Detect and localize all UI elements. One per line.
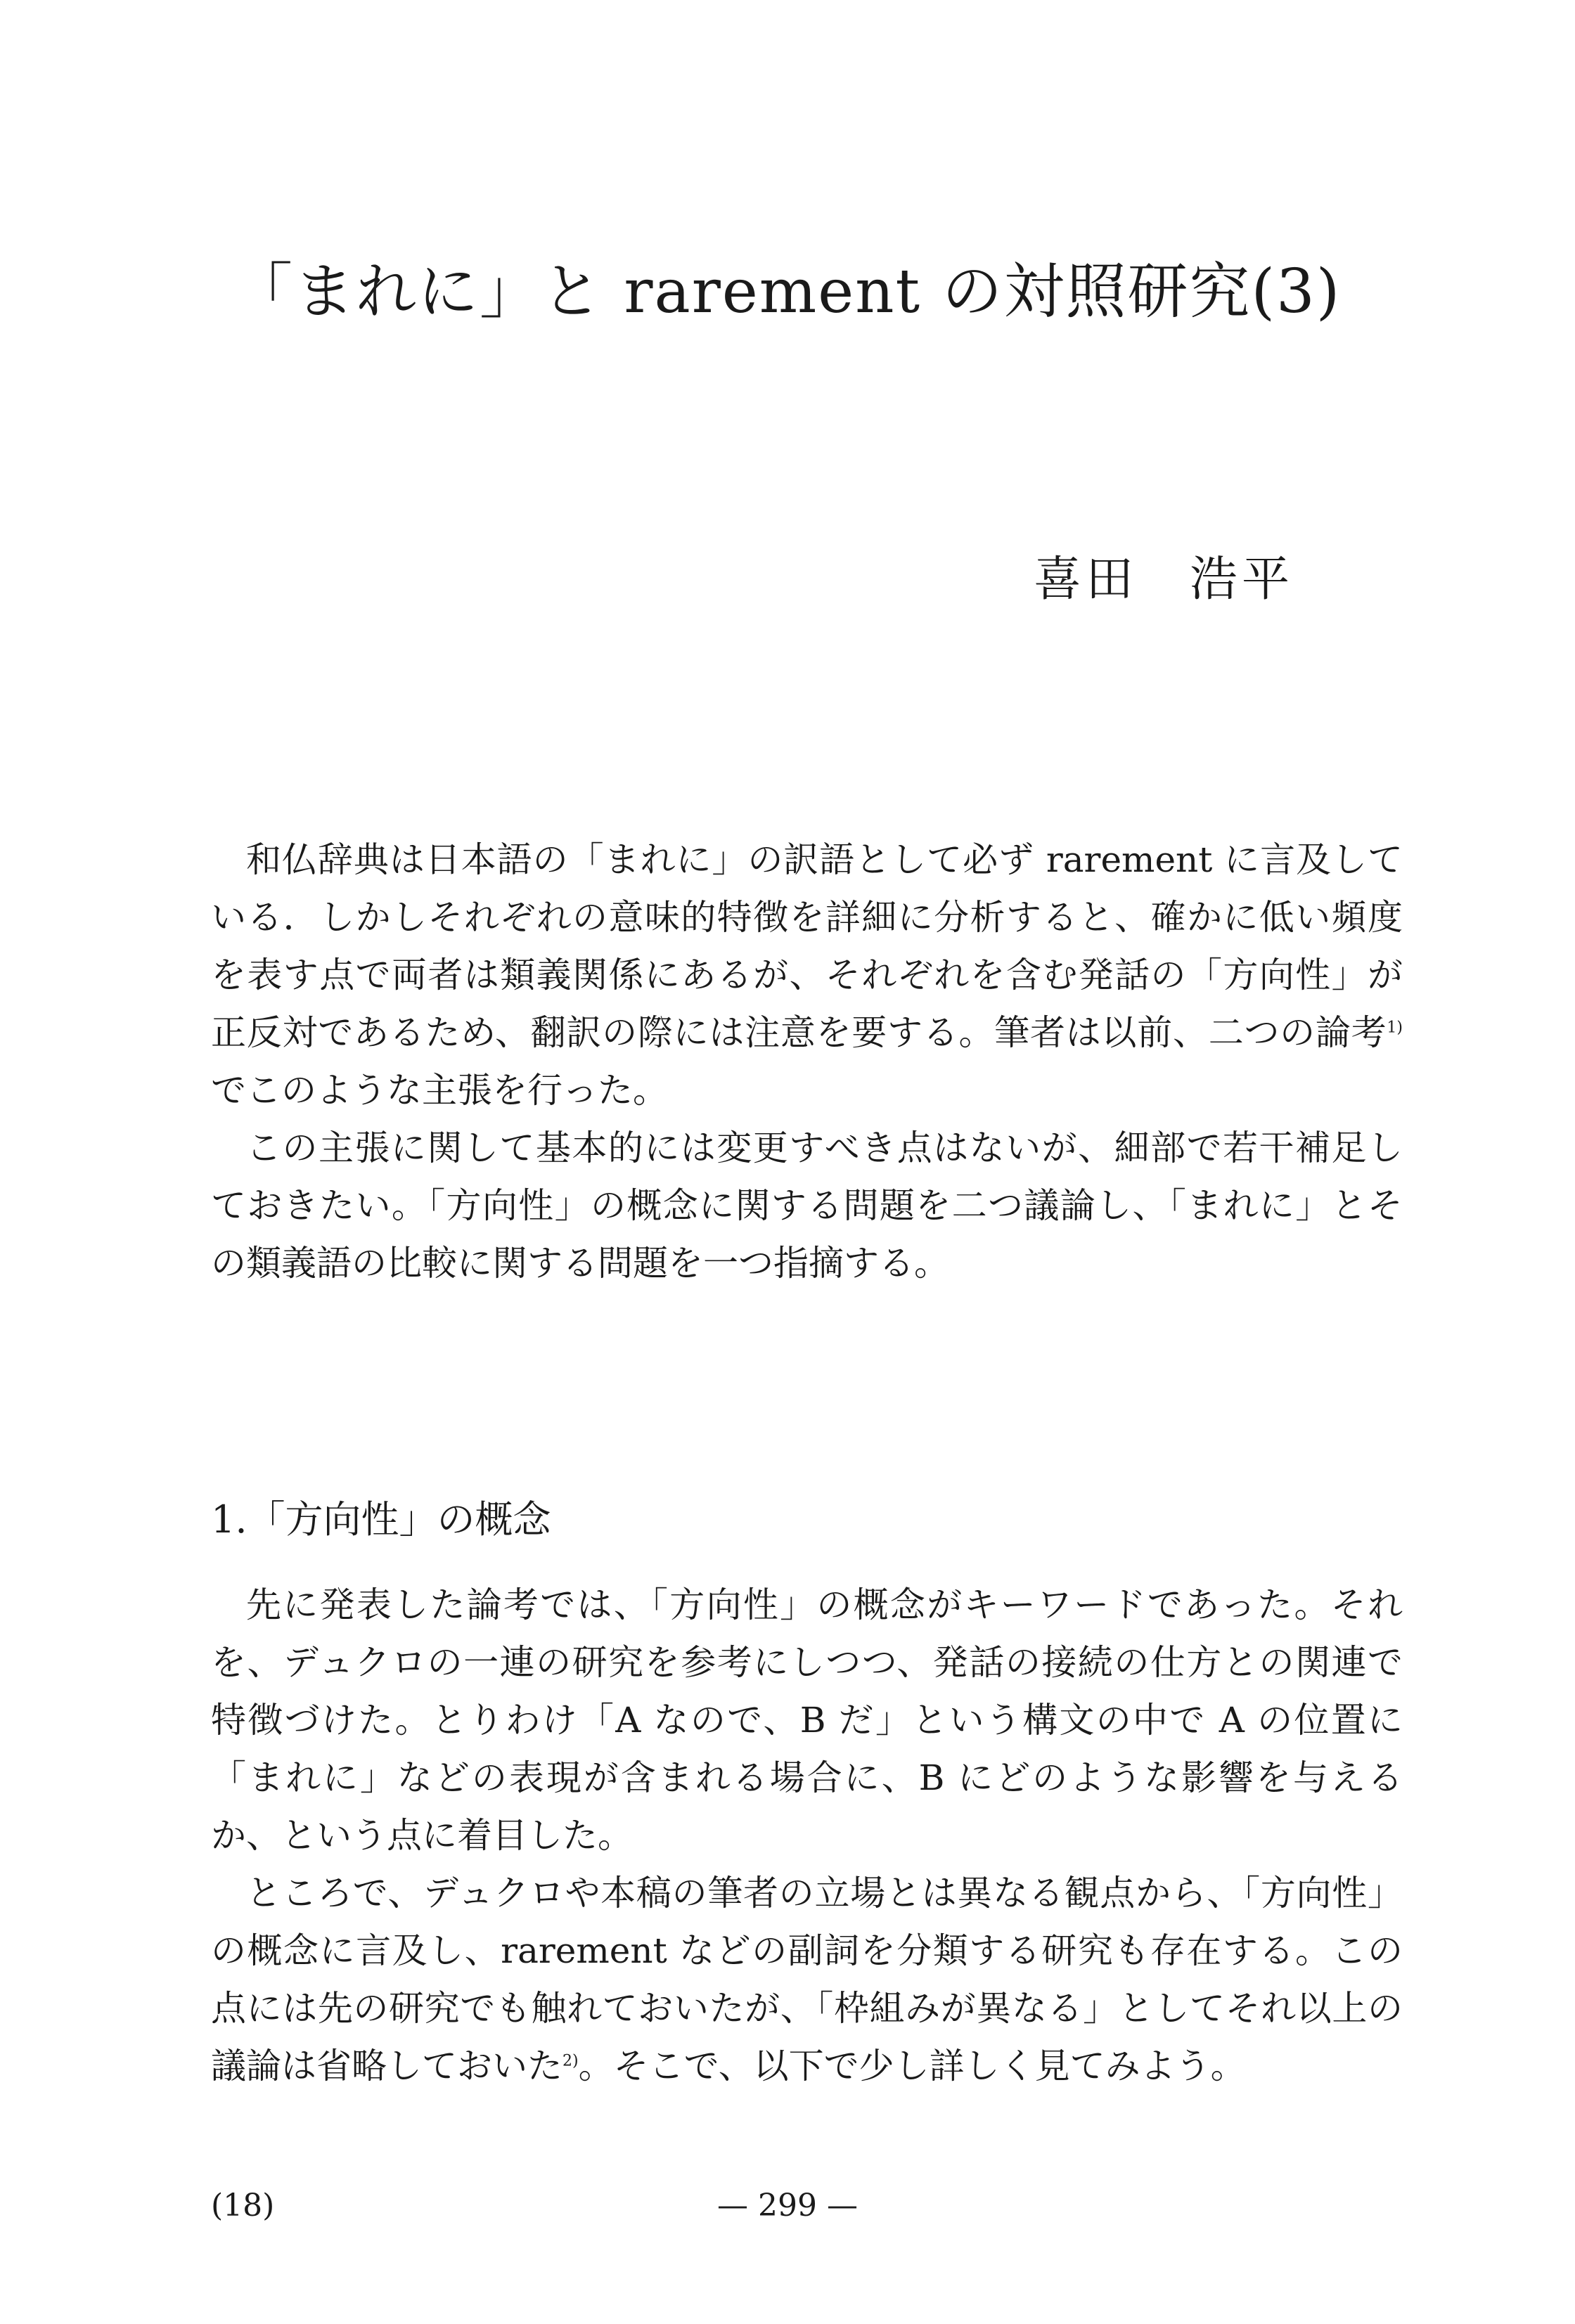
footnote-marker-2: 2) (562, 2052, 579, 2070)
page-number: — 299 — (717, 2188, 858, 2223)
section1-p2-text-b: 。そこで、以下で少し詳しく見てみよう。 (578, 2046, 1246, 2086)
paper-title: 「まれに」と rarement の対照研究(3) (232, 257, 1342, 327)
intro-paragraph-2: この主張に関して基本的には変更すべき点はないが、細部で若干補足しておきたい。「方向性」の概念に関する問題を二つ議論し、「まれに」とその類義語の比較に関する問題を一つ指摘する。 (211, 1128, 1403, 1284)
intro-p1-text-a: 和仏辞典は日本語の「まれに」の訳語として必ず rarement に言及している．しかしそれぞれの意味的特徴を詳細に分析すると、確かに低い頻度を表す点で両者は類義関係にあるが、それぞれを含む発話の「方向性」が正反対であるため、翻訳の際には注意を要する。筆者は以前、二つの論考 (211, 839, 1403, 1053)
section1-p2-text-a: ところで、デュクロや本稿の筆者の立場とは異なる観点から、「方向性」の概念に言及し、rarement などの副詞を分類する研究も存在する。この点には先の研究でも触れておいたが、「枠組みが異なる」としてそれ以上の議論は省略しておいた (211, 1873, 1403, 2086)
section1-paragraph-2 (211, 1864, 1403, 2095)
intro-paragraph-1 (211, 831, 1403, 1119)
footnote-marker-1: 1) (1387, 1019, 1403, 1037)
section-1-heading: 1.「方向性」の概念 (211, 1497, 551, 1542)
author-name: 喜田 浩平 (1033, 552, 1294, 607)
page-label: (18) (211, 2188, 275, 2223)
section1-paragraph-1: 先に発表した論考では、「方向性」の概念がキーワードであった。それを、デュクロの一連の研究を参考にしつつ、発話の接続の仕方との関連で特徴づけた。とりわけ「A なので、B だ」という構文の中で A の位置に「まれに」などの表現が含まれる場合に、B にどのような影響を与えるか、という点に着目した。 (211, 1584, 1403, 1856)
introduction (211, 831, 1403, 1292)
section-1-body (211, 1576, 1403, 2095)
intro-p1-text-b: でこのような主張を行った。 (211, 1070, 668, 1111)
